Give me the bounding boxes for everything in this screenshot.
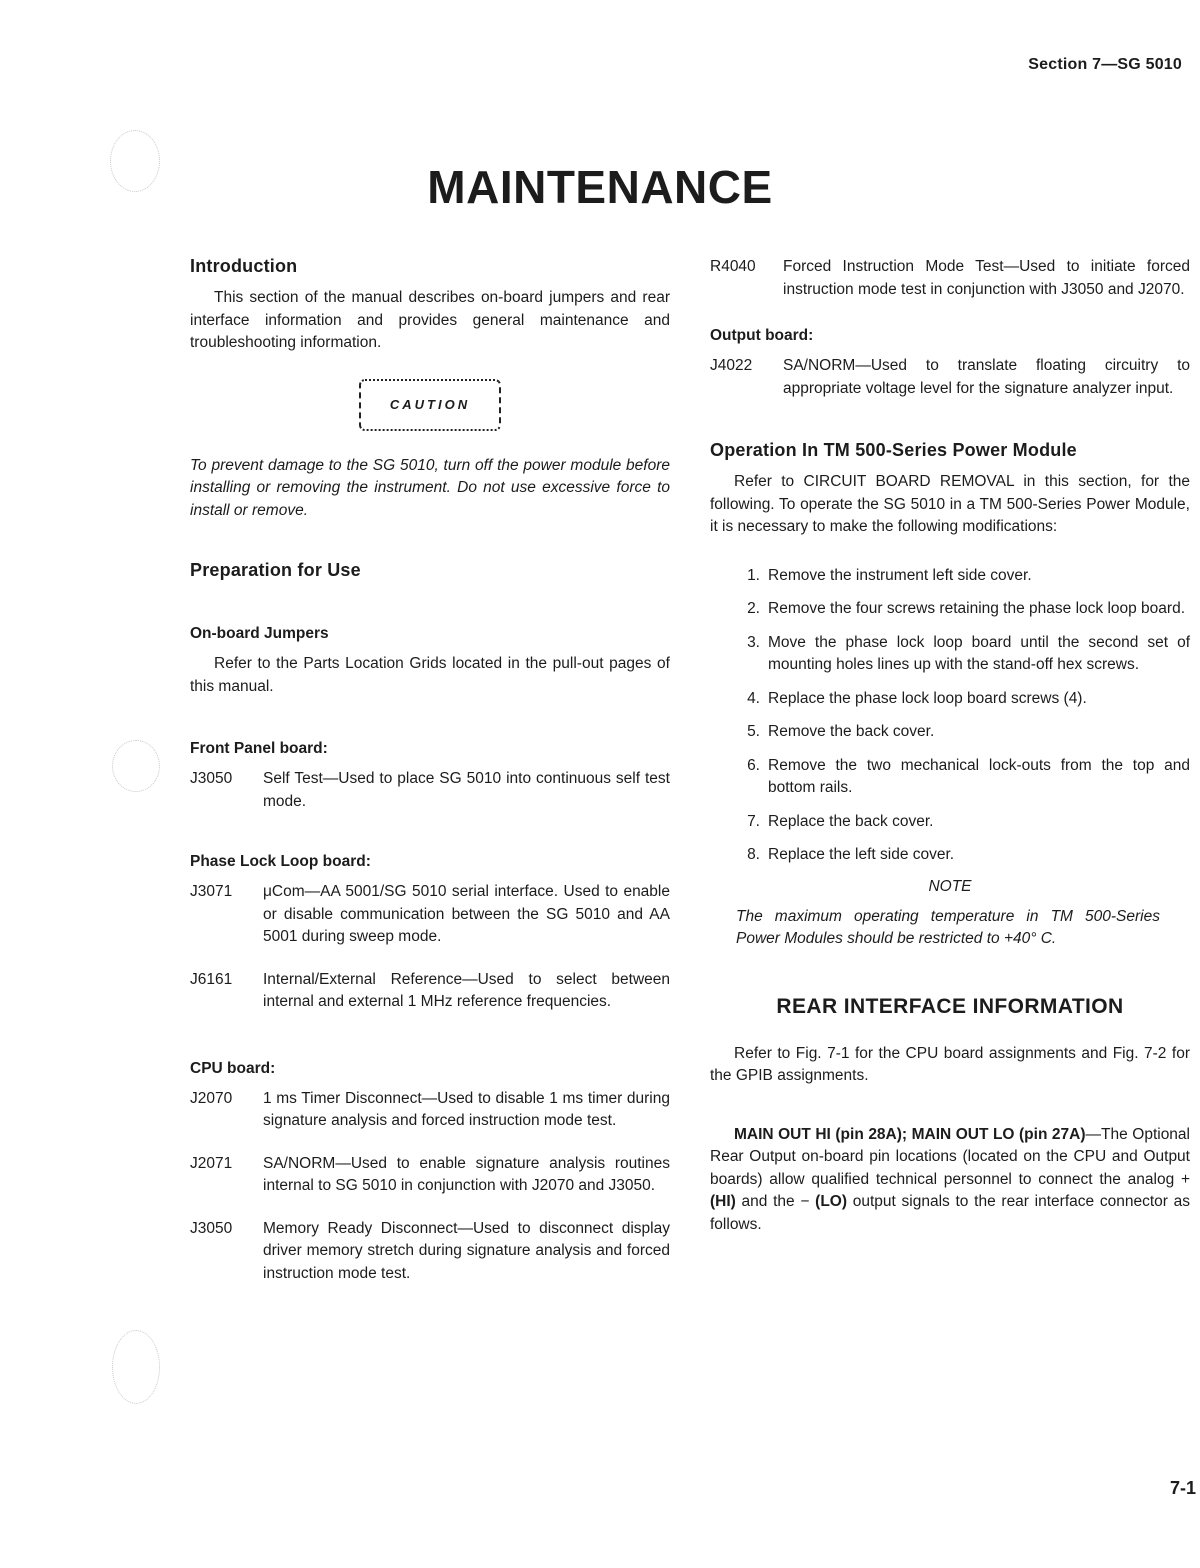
jumper-entry-j4022	[710, 355, 1190, 400]
step-text: Remove the instrument left side cover.	[768, 566, 1032, 584]
step-number: 7.	[747, 812, 760, 830]
preparation-heading: Preparation for Use	[190, 560, 361, 580]
jumper-description: μCom—AA 5001/SG 5010 serial interface. Used to enable or disable communication between the SG 5010 and AA 5001 during sweep mode.	[263, 883, 670, 945]
right-column	[710, 256, 1190, 1236]
section-header: Section 7—SG 5010	[1028, 56, 1182, 73]
step-number: 4.	[747, 689, 760, 707]
introduction-text: This section of the manual describes on-board jumpers and rear interface information and provides general maintenance and troubleshooting information.	[190, 289, 670, 351]
jumper-code: J2070	[190, 1089, 233, 1107]
jumper-code: J3050	[190, 770, 233, 787]
jumper-code: J2071	[190, 1154, 233, 1172]
note-label: NOTE	[928, 877, 972, 895]
step-text: Move the phase lock loop board until the second set of mounting holes lines up with the stand-off hex screws.	[768, 633, 1190, 673]
output-heading: Output board:	[710, 327, 814, 344]
jumper-code: J3071	[190, 883, 233, 900]
note-text: The maximum operating temperature in TM 500-Series Power Modules should be restricted to +40° C.	[736, 907, 1160, 947]
list-item	[710, 844, 1190, 867]
jumper-code: J3050	[190, 1219, 233, 1237]
step-number: 1.	[747, 566, 760, 584]
jumper-code: J6161	[190, 970, 233, 988]
step-text: Remove the two mechanical lock-outs from the top and bottom rails.	[768, 756, 1190, 796]
lo-label: (LO)	[815, 1193, 848, 1210]
jumper-entry-j3050-cpu	[190, 1218, 670, 1286]
jumper-description: SA/NORM—Used to enable signature analysis routines internal to SG 5010 in conjunction with J2070 and J3050.	[263, 1154, 670, 1194]
phase-lock-heading: Phase Lock Loop board:	[190, 853, 371, 870]
step-text: Replace the left side cover.	[768, 846, 955, 863]
list-item	[710, 688, 1190, 711]
introduction-heading: Introduction	[190, 256, 298, 276]
jumper-description: 1 ms Timer Disconnect—Used to disable 1 ms timer during signature analysis and forced instruction mode test.	[263, 1089, 670, 1129]
page-number: 7-1	[1169, 1478, 1196, 1498]
jumper-description: Forced Instruction Mode Test—Used to initiate forced instruction mode test in conjunction with J3050 and J2070.	[783, 258, 1190, 298]
step-number: 5.	[747, 723, 760, 740]
main-out-text-2: and the −	[735, 1193, 816, 1210]
onboard-jumpers-text: Refer to the Parts Location Grids located in the pull-out pages of this manual.	[190, 655, 670, 695]
caution-label: CAUTION	[359, 379, 501, 431]
cpu-heading: CPU board:	[190, 1059, 276, 1077]
main-out-label: MAIN OUT HI (pin 28A); MAIN OUT LO (pin 27A)	[734, 1125, 1086, 1143]
jumper-entry-r4040	[710, 256, 1190, 301]
operation-heading: Operation In TM 500-Series Power Module	[710, 440, 1077, 460]
list-item	[710, 565, 1190, 588]
main-out-text-1: —The Optional Rear Output on-board pin locations (located on the CPU and Output boards) allow qualified technical personnel to connect the analog +	[710, 1125, 1190, 1188]
jumper-entry-j6161	[190, 969, 670, 1014]
caution-text: To prevent damage to the SG 5010, turn off the power module before installing or removing the instrument. Do not use excessive force to install or remove.	[190, 456, 670, 519]
main-out-paragraph	[710, 1124, 1190, 1237]
rear-interface-heading: REAR INTERFACE INFORMATION	[776, 994, 1124, 1018]
list-item	[710, 721, 1190, 744]
jumper-entry-j2070	[190, 1088, 670, 1133]
front-panel-heading: Front Panel board:	[190, 740, 328, 757]
onboard-jumpers-heading: On-board Jumpers	[190, 625, 329, 642]
operation-text: Refer to CIRCUIT BOARD REMOVAL in this section, for the following. To operate the SG 5010 in a TM 500-Series Power Module, it is necessary to make the following modifications:	[710, 473, 1190, 535]
step-number: 6.	[747, 756, 760, 774]
step-number: 8.	[747, 846, 760, 863]
punch-hole-mark-middle	[112, 740, 160, 792]
list-item	[710, 598, 1190, 621]
list-item	[710, 632, 1190, 677]
rear-interface-text: Refer to Fig. 7-1 for the CPU board assignments and Fig. 7-2 for the GPIB assignments.	[710, 1044, 1190, 1084]
main-out-text-3: output signals to the rear interface connector as follows.	[710, 1193, 1190, 1233]
jumper-description: Self Test—Used to place SG 5010 into continuous self test mode.	[263, 770, 670, 810]
jumper-entry-j3071	[190, 881, 670, 949]
left-column	[190, 256, 670, 1285]
page-title: MAINTENANCE	[427, 161, 773, 213]
jumper-code: J4022	[710, 357, 753, 374]
step-number: 2.	[747, 600, 760, 617]
list-item	[710, 811, 1190, 834]
hi-label: (HI)	[710, 1193, 736, 1210]
step-text: Remove the four screws retaining the phase lock loop board.	[768, 600, 1186, 617]
step-text: Replace the phase lock loop board screws (4).	[768, 689, 1087, 707]
caution-box	[190, 379, 670, 431]
jumper-entry-j3050-front	[190, 768, 670, 813]
list-item	[710, 755, 1190, 800]
modification-steps	[710, 565, 1190, 867]
jumper-description: Internal/External Reference—Used to select between internal and external 1 MHz reference frequencies.	[263, 970, 670, 1010]
jumper-description: SA/NORM—Used to translate floating circuitry to appropriate voltage level for the signature analyzer input.	[783, 357, 1190, 397]
jumper-entry-j2071	[190, 1153, 670, 1198]
step-text: Replace the back cover.	[768, 812, 934, 830]
jumper-code: R4040	[710, 258, 756, 275]
punch-hole-mark-bottom	[112, 1330, 160, 1404]
jumper-description: Memory Ready Disconnect—Used to disconnect display driver memory stretch during signature analysis and forced instruction mode test.	[263, 1219, 670, 1282]
step-text: Remove the back cover.	[768, 723, 935, 740]
step-number: 3.	[747, 633, 760, 651]
